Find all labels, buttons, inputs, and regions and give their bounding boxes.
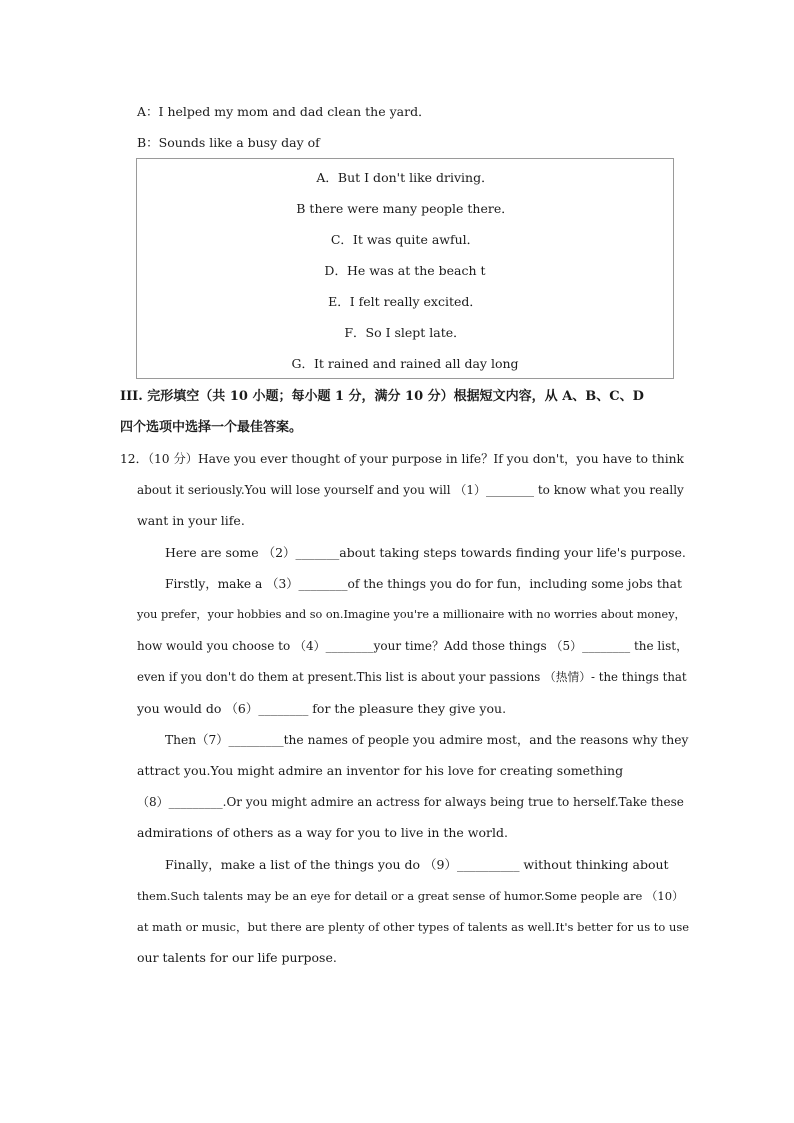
passage-line-8: even if you don't do them at present.This list is about your passions （热情）- the things that (137, 670, 687, 684)
passage-line-10: Then（7）_________the names of people you admire most，and the reasons why they (165, 733, 689, 747)
passage-line-13: admirations of others as a way for you to live in the world. (137, 825, 508, 840)
option-g: G．It rained and rained all day long (291, 356, 519, 371)
option-b: B there were many people there． (296, 201, 514, 216)
option-e: E．I felt really excited． (328, 294, 482, 309)
passage-line-4: Here are some （2）_______about taking steps towards finding your life's purpose. (165, 545, 686, 560)
dialog-line-b: B：Sounds like a busy day of (137, 135, 320, 150)
passage-line-16: at math or music，but there are plenty of other types of talents as well.It's better for us to use (137, 920, 690, 934)
dialog-line-a: A：I helped my mom and dad clean the yard． (137, 104, 431, 119)
passage-line-6: you prefer，your hobbies and so on.Imagine you're a millionaire with no worries about money， (137, 608, 686, 621)
option-a: A．But I don't like driving． (316, 170, 494, 185)
passage-line-2: about it seriously.You will lose yourself and you will （1）________ to know what you really (137, 483, 684, 497)
passage-line-1: 12．（10 分）Have you ever thought of your purpose in life？If you don't，you have to think (120, 452, 684, 466)
passage-line-5: Firstly，make a （3）________of the things you do for fun，including some jobs that (165, 577, 682, 591)
section-heading-line-2: 四个选项中选择一个最佳答案。 (120, 420, 303, 435)
section-heading-line-1: III. 完形填空（共 10 小题；每小题 1 分，满分 10 分）根据短文内容，从 A、B、C、D (120, 389, 644, 404)
passage-line-9: you would do （6）________ for the pleasure they give you. (137, 701, 507, 716)
passage-line-12: （8）_________.Or you might admire an actress for always being true to herself.Take these (137, 795, 684, 809)
passage-line-7: how would you choose to （4）________your time？Add those things （5）________ the list， (137, 639, 689, 653)
option-c: C．It was quite awful． (330, 232, 480, 247)
option-d: D．He was at the beach t (324, 263, 486, 278)
passage-line-14: Finally，make a list of the things you do （9）__________ without thinking about (165, 857, 669, 872)
passage-line-17: our talents for our life purpose. (137, 950, 337, 965)
passage-line-15: them.Such talents may be an eye for detail or a great sense of humor.Some people are （10） (137, 889, 684, 903)
option-f: F．So I slept late． (344, 325, 466, 340)
passage-line-11: attract you.You might admire an inventor for his love for creating something (137, 763, 624, 778)
passage-line-3: want in your life. (137, 513, 245, 528)
options-box (136, 158, 674, 379)
